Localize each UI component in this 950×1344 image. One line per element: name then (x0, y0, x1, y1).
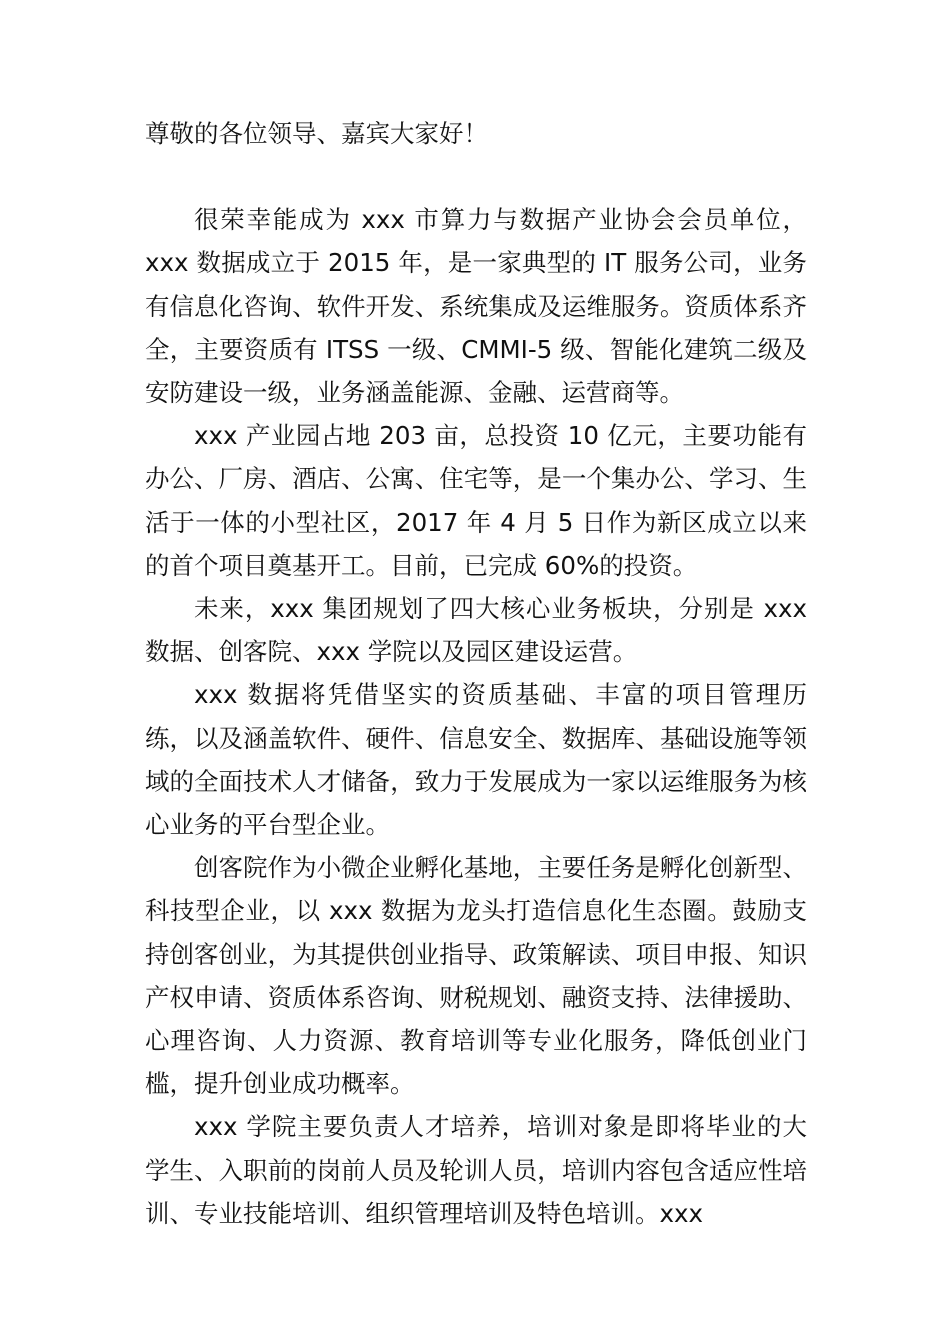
paragraph-academy: xxx 学院主要负责人才培养，培训对象是即将毕业的大学生、入职前的岗前人员及轮训人员，培训内容包含适应性培训、专业技能培训、组织管理培训及特色培训。xxx (145, 1112, 807, 1228)
document-body (145, 112, 807, 1235)
paragraph-intro: 很荣幸能成为 xxx 市算力与数据产业协会会员单位，xxx 数据成立于 2015 年，是一家典型的 IT 服务公司，业务有信息化咨询、软件开发、系统集成及运维服务。资质体系齐全，主要资质有 ITSS 一级、CMMI-5 级、智能化建筑二级及安防建设一级，业务涵盖能源、金融、运营商等。 (145, 205, 807, 408)
paragraph-maker-hub: 创客院作为小微企业孵化基地，主要任务是孵化创新型、科技型企业，以 xxx 数据为龙头打造信息化生态圈。鼓励支持创客创业，为其提供创业指导、政策解读、项目申报、知识产权申请、资质体系咨询、财税规划、融资支持、法律援助、心理咨询、人力资源、教育培训等专业化服务，降低创业门槛，提升创业成功概率。 (145, 853, 807, 1099)
paragraph-future-plan: 未来，xxx 集团规划了四大核心业务板块，分别是 xxx 数据、创客院、xxx 学院以及园区建设运营。 (145, 594, 807, 667)
greeting: 尊敬的各位领导、嘉宾大家好！ (145, 119, 488, 148)
paragraph-industrial-park: xxx 产业园占地 203 亩，总投资 10 亿元，主要功能有办公、厂房、酒店、公寓、住宅等，是一个集办公、学习、生活于一体的小型社区，2017 年 4 月 5 日作为新区成立以来的首个项目奠基开工。目前，已完成 60%的投资。 (145, 421, 807, 580)
paragraph-data-company: xxx 数据将凭借坚实的资质基础、丰富的项目管理历练，以及涵盖软件、硬件、信息安全、数据库、基础设施等领域的全面技术人才储备，致力于发展成为一家以运维服务为核心业务的平台型企业。 (145, 680, 807, 840)
